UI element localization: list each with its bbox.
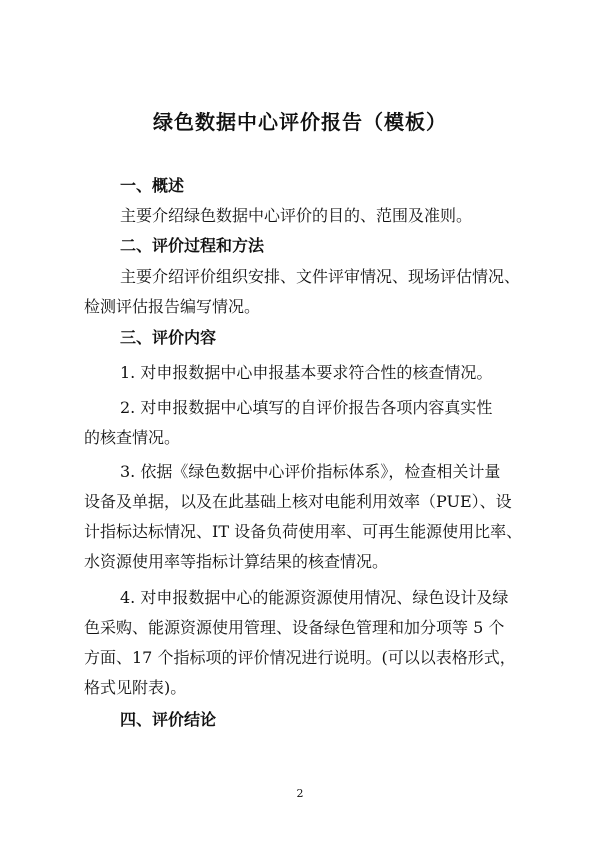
content-item-4-line: 4. 对申报数据中心的能源资源使用情况、绿色设计及绿	[120, 588, 509, 607]
content-item-4-line: 色采购、能源资源使用管理、设备绿色管理和加分项等 5 个	[84, 618, 505, 637]
overview-text-line: 主要介绍绿色数据中心评价的目的、范围及准则。	[120, 206, 473, 225]
section-heading-overview: 一、概述	[120, 176, 185, 195]
content-item-3-line: 计指标达标情况、IT 设备负荷使用率、可再生能源使用比率、	[84, 522, 523, 541]
section-heading-conclusion: 四、评价结论	[120, 710, 217, 729]
content-item-3-line: 水资源使用率等指标计算结果的核查情况。	[84, 552, 389, 571]
section-heading-evaluation-content: 三、评价内容	[120, 328, 217, 347]
content-item-2-line: 的核查情况。	[84, 428, 181, 447]
process-text-line: 主要介绍评价组织安排、文件评审情况、现场评估情况、	[120, 267, 521, 286]
content-item-2-line: 2. 对申报数据中心填写的自评价报告各项内容真实性	[120, 398, 493, 417]
page-number: 2	[296, 787, 304, 800]
content-item-4-line: 格式见附表)。	[84, 678, 187, 697]
content-item-3-line: 3. 依据《绿色数据中心评价指标体系》，检查相关计量	[120, 462, 501, 481]
section-heading-process-methods: 二、评价过程和方法	[120, 236, 265, 255]
document-title: 绿色数据中心评价报告（模板）	[153, 110, 447, 134]
content-item-1-line: 1. 对申报数据中心申报基本要求符合性的核查情况。	[120, 363, 493, 382]
content-item-4-line: 方面、17 个指标项的评价情况进行说明。(可以以表格形式，	[84, 648, 516, 667]
process-text-line: 检测评估报告编写情况。	[84, 297, 261, 316]
content-item-3-line: 设备及单据，以及在此基础上核对电能利用效率（PUE）、设	[84, 492, 512, 511]
